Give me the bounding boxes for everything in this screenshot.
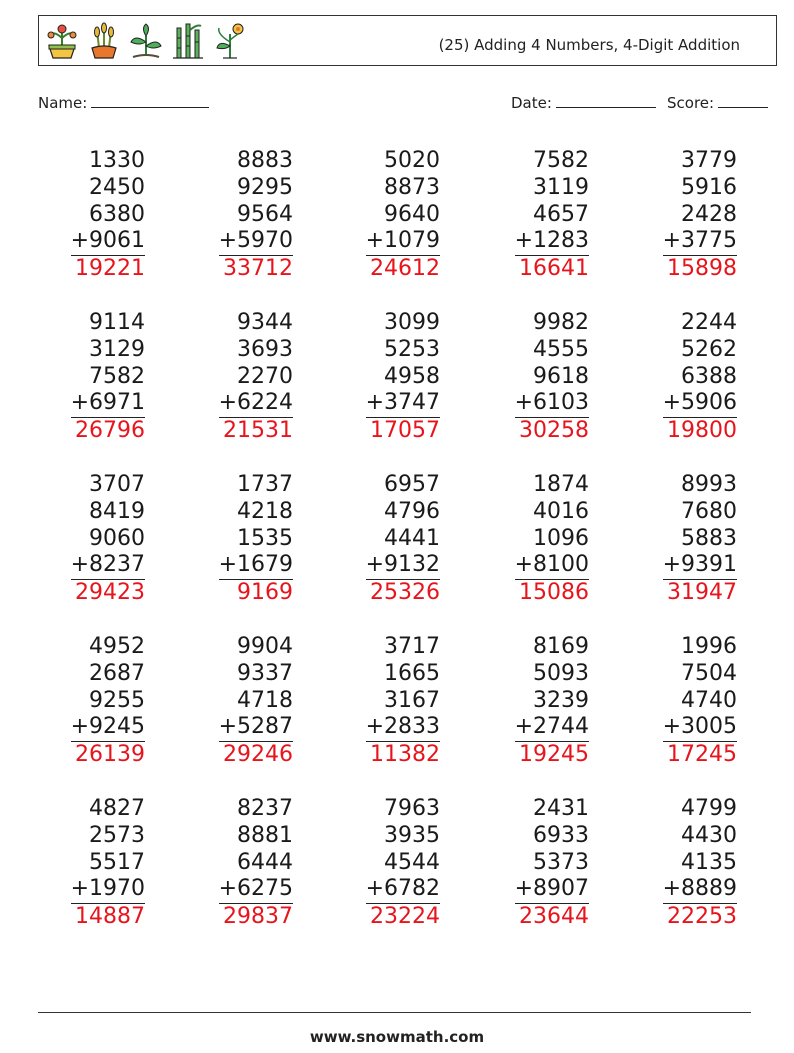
problem-2-5 bbox=[627, 310, 737, 445]
addend: 9295 bbox=[237, 174, 293, 200]
addend: 4016 bbox=[533, 498, 589, 524]
potted-wheat-icon bbox=[85, 20, 123, 62]
addend: 2428 bbox=[681, 201, 737, 227]
last-addend-row bbox=[35, 228, 145, 256]
last-addend: +9132 bbox=[366, 552, 440, 580]
problem-1-1 bbox=[35, 148, 145, 283]
last-addend: +8100 bbox=[515, 552, 589, 580]
addend: 7680 bbox=[681, 498, 737, 524]
answer: 9169 bbox=[237, 580, 293, 606]
addend: 8873 bbox=[384, 174, 440, 200]
addend: 9640 bbox=[384, 201, 440, 227]
last-addend: +2833 bbox=[366, 714, 440, 742]
last-addend-row bbox=[627, 552, 737, 580]
problem-5-3 bbox=[330, 796, 440, 931]
score-label: Score: bbox=[667, 94, 715, 112]
addend: 3239 bbox=[533, 687, 589, 713]
addend: 1665 bbox=[384, 660, 440, 686]
addend: 5253 bbox=[384, 336, 440, 362]
addend: 1096 bbox=[533, 525, 589, 551]
last-addend-row bbox=[35, 876, 145, 904]
addend: 2270 bbox=[237, 363, 293, 389]
addend: 4430 bbox=[681, 822, 737, 848]
sprout-icon bbox=[127, 20, 165, 62]
last-addend: +6275 bbox=[219, 876, 293, 904]
last-addend: +3775 bbox=[663, 228, 737, 256]
flowering-plant-icon bbox=[211, 20, 249, 62]
answer: 17245 bbox=[667, 742, 737, 768]
addend: 6957 bbox=[384, 472, 440, 497]
addend: 2573 bbox=[89, 822, 145, 848]
answer: 24612 bbox=[370, 256, 440, 282]
date-field bbox=[511, 93, 656, 112]
problem-1-2 bbox=[183, 148, 293, 283]
last-addend: +8889 bbox=[663, 876, 737, 904]
last-addend: +6782 bbox=[366, 876, 440, 904]
problem-3-3 bbox=[330, 472, 440, 607]
problem-3-5 bbox=[627, 472, 737, 607]
last-addend-row bbox=[479, 552, 589, 580]
addend: 1996 bbox=[681, 634, 737, 659]
addend: 8419 bbox=[89, 498, 145, 524]
addend: 9060 bbox=[89, 525, 145, 551]
addend: 5373 bbox=[533, 849, 589, 875]
last-addend-row bbox=[479, 390, 589, 418]
addend: 9904 bbox=[237, 634, 293, 659]
last-addend-row bbox=[183, 390, 293, 418]
header-icons bbox=[43, 20, 249, 62]
addend: 6388 bbox=[681, 363, 737, 389]
addend: 5262 bbox=[681, 336, 737, 362]
answer: 23644 bbox=[519, 904, 589, 930]
addend: 9344 bbox=[237, 310, 293, 335]
answer: 16641 bbox=[519, 256, 589, 282]
problem-2-3 bbox=[330, 310, 440, 445]
addend: 4958 bbox=[384, 363, 440, 389]
addend: 5020 bbox=[384, 148, 440, 173]
addend: 6444 bbox=[237, 849, 293, 875]
answer: 29423 bbox=[75, 580, 145, 606]
addend: 8881 bbox=[237, 822, 293, 848]
addend: 9255 bbox=[89, 687, 145, 713]
problem-2-2 bbox=[183, 310, 293, 445]
addend: 3935 bbox=[384, 822, 440, 848]
answer: 30258 bbox=[519, 418, 589, 444]
problem-3-4 bbox=[479, 472, 589, 607]
problem-1-5 bbox=[627, 148, 737, 283]
addend: 2431 bbox=[533, 796, 589, 821]
answer: 33712 bbox=[223, 256, 293, 282]
last-addend: +1283 bbox=[515, 228, 589, 256]
problem-1-4 bbox=[479, 148, 589, 283]
date-label: Date: bbox=[511, 94, 552, 112]
addend: 1535 bbox=[237, 525, 293, 551]
last-addend: +9061 bbox=[71, 228, 145, 256]
addend: 7963 bbox=[384, 796, 440, 821]
answer: 14887 bbox=[75, 904, 145, 930]
addend: 9618 bbox=[533, 363, 589, 389]
last-addend: +2744 bbox=[515, 714, 589, 742]
problem-1-3 bbox=[330, 148, 440, 283]
last-addend: +5287 bbox=[219, 714, 293, 742]
addend: 3707 bbox=[89, 472, 145, 497]
answer: 17057 bbox=[370, 418, 440, 444]
last-addend-row bbox=[479, 228, 589, 256]
last-addend-row bbox=[479, 876, 589, 904]
answer: 26139 bbox=[75, 742, 145, 768]
answer: 19245 bbox=[519, 742, 589, 768]
last-addend: +6103 bbox=[515, 390, 589, 418]
addend: 2450 bbox=[89, 174, 145, 200]
addend: 2687 bbox=[89, 660, 145, 686]
last-addend: +3005 bbox=[663, 714, 737, 742]
addend: 7582 bbox=[533, 148, 589, 173]
addend: 4796 bbox=[384, 498, 440, 524]
problem-5-5 bbox=[627, 796, 737, 931]
addend: 4135 bbox=[681, 849, 737, 875]
addend: 4740 bbox=[681, 687, 737, 713]
name-field bbox=[38, 93, 209, 112]
last-addend-row bbox=[183, 228, 293, 256]
last-addend-row bbox=[330, 876, 440, 904]
problem-5-2 bbox=[183, 796, 293, 931]
last-addend: +6224 bbox=[219, 390, 293, 418]
footer-divider bbox=[38, 1012, 751, 1013]
last-addend-row bbox=[479, 714, 589, 742]
last-addend: +1079 bbox=[366, 228, 440, 256]
footer-site: www.snowmath.com bbox=[309, 1028, 485, 1046]
potted-flower-icon bbox=[43, 20, 81, 62]
problem-5-4 bbox=[479, 796, 589, 931]
problem-4-1 bbox=[35, 634, 145, 769]
addend: 3167 bbox=[384, 687, 440, 713]
last-addend-row bbox=[183, 876, 293, 904]
answer: 31947 bbox=[667, 580, 737, 606]
last-addend-row bbox=[627, 876, 737, 904]
last-addend-row bbox=[330, 714, 440, 742]
last-addend-row bbox=[35, 552, 145, 580]
addend: 8237 bbox=[237, 796, 293, 821]
answer: 25326 bbox=[370, 580, 440, 606]
last-addend: +1679 bbox=[219, 552, 293, 580]
addend: 9114 bbox=[89, 310, 145, 335]
worksheet-title: (25) Adding 4 Numbers, 4-Digit Addition bbox=[438, 36, 740, 54]
last-addend-row bbox=[183, 552, 293, 580]
last-addend: +3747 bbox=[366, 390, 440, 418]
addend: 2244 bbox=[681, 310, 737, 335]
addend: 5093 bbox=[533, 660, 589, 686]
addend: 6933 bbox=[533, 822, 589, 848]
bamboo-icon bbox=[169, 20, 207, 62]
addend: 6380 bbox=[89, 201, 145, 227]
problem-4-3 bbox=[330, 634, 440, 769]
last-addend-row bbox=[330, 552, 440, 580]
last-addend-row bbox=[330, 390, 440, 418]
problem-4-4 bbox=[479, 634, 589, 769]
addend: 5883 bbox=[681, 525, 737, 551]
addend: 4218 bbox=[237, 498, 293, 524]
score-blank bbox=[718, 93, 768, 108]
addend: 5517 bbox=[89, 849, 145, 875]
answer: 22253 bbox=[667, 904, 737, 930]
addend: 3717 bbox=[384, 634, 440, 659]
last-addend-row bbox=[627, 228, 737, 256]
last-addend: +5970 bbox=[219, 228, 293, 256]
addend: 3099 bbox=[384, 310, 440, 335]
last-addend-row bbox=[183, 714, 293, 742]
problem-2-1 bbox=[35, 310, 145, 445]
addend: 8883 bbox=[237, 148, 293, 173]
addend: 4827 bbox=[89, 796, 145, 821]
answer: 19221 bbox=[75, 256, 145, 282]
name-label: Name: bbox=[38, 94, 88, 112]
addend: 3129 bbox=[89, 336, 145, 362]
last-addend: +8907 bbox=[515, 876, 589, 904]
last-addend: +5906 bbox=[663, 390, 737, 418]
score-field bbox=[667, 93, 768, 112]
last-addend: +9245 bbox=[71, 714, 145, 742]
addend: 4799 bbox=[681, 796, 737, 821]
last-addend-row bbox=[330, 228, 440, 256]
last-addend-row bbox=[627, 714, 737, 742]
answer: 29246 bbox=[223, 742, 293, 768]
problem-3-1 bbox=[35, 472, 145, 607]
last-addend-row bbox=[35, 390, 145, 418]
answer: 26796 bbox=[75, 418, 145, 444]
answer: 11382 bbox=[370, 742, 440, 768]
answer: 29837 bbox=[223, 904, 293, 930]
answer: 23224 bbox=[370, 904, 440, 930]
last-addend: +9391 bbox=[663, 552, 737, 580]
addend: 8169 bbox=[533, 634, 589, 659]
addend: 3693 bbox=[237, 336, 293, 362]
addend: 4718 bbox=[237, 687, 293, 713]
last-addend-row bbox=[35, 714, 145, 742]
addend: 3779 bbox=[681, 148, 737, 173]
problem-4-5 bbox=[627, 634, 737, 769]
problem-4-2 bbox=[183, 634, 293, 769]
last-addend: +6971 bbox=[71, 390, 145, 418]
last-addend-row bbox=[627, 390, 737, 418]
name-blank bbox=[91, 93, 209, 108]
addend: 7504 bbox=[681, 660, 737, 686]
worksheet-header bbox=[38, 15, 777, 66]
addend: 1330 bbox=[89, 148, 145, 173]
problem-2-4 bbox=[479, 310, 589, 445]
date-blank bbox=[556, 93, 656, 108]
last-addend: +1970 bbox=[71, 876, 145, 904]
answer: 19800 bbox=[667, 418, 737, 444]
addend: 8993 bbox=[681, 472, 737, 497]
addend: 7582 bbox=[89, 363, 145, 389]
addend: 9564 bbox=[237, 201, 293, 227]
answer: 21531 bbox=[223, 418, 293, 444]
addend: 4544 bbox=[384, 849, 440, 875]
addend: 4952 bbox=[89, 634, 145, 659]
addend: 3119 bbox=[533, 174, 589, 200]
addend: 4441 bbox=[384, 525, 440, 551]
addend: 9337 bbox=[237, 660, 293, 686]
addend: 9982 bbox=[533, 310, 589, 335]
addend: 1737 bbox=[237, 472, 293, 497]
addend: 1874 bbox=[533, 472, 589, 497]
problem-5-1 bbox=[35, 796, 145, 931]
addend: 4657 bbox=[533, 201, 589, 227]
problem-3-2 bbox=[183, 472, 293, 607]
addend: 4555 bbox=[533, 336, 589, 362]
answer: 15086 bbox=[519, 580, 589, 606]
answer: 15898 bbox=[667, 256, 737, 282]
last-addend: +8237 bbox=[71, 552, 145, 580]
addend: 5916 bbox=[681, 174, 737, 200]
